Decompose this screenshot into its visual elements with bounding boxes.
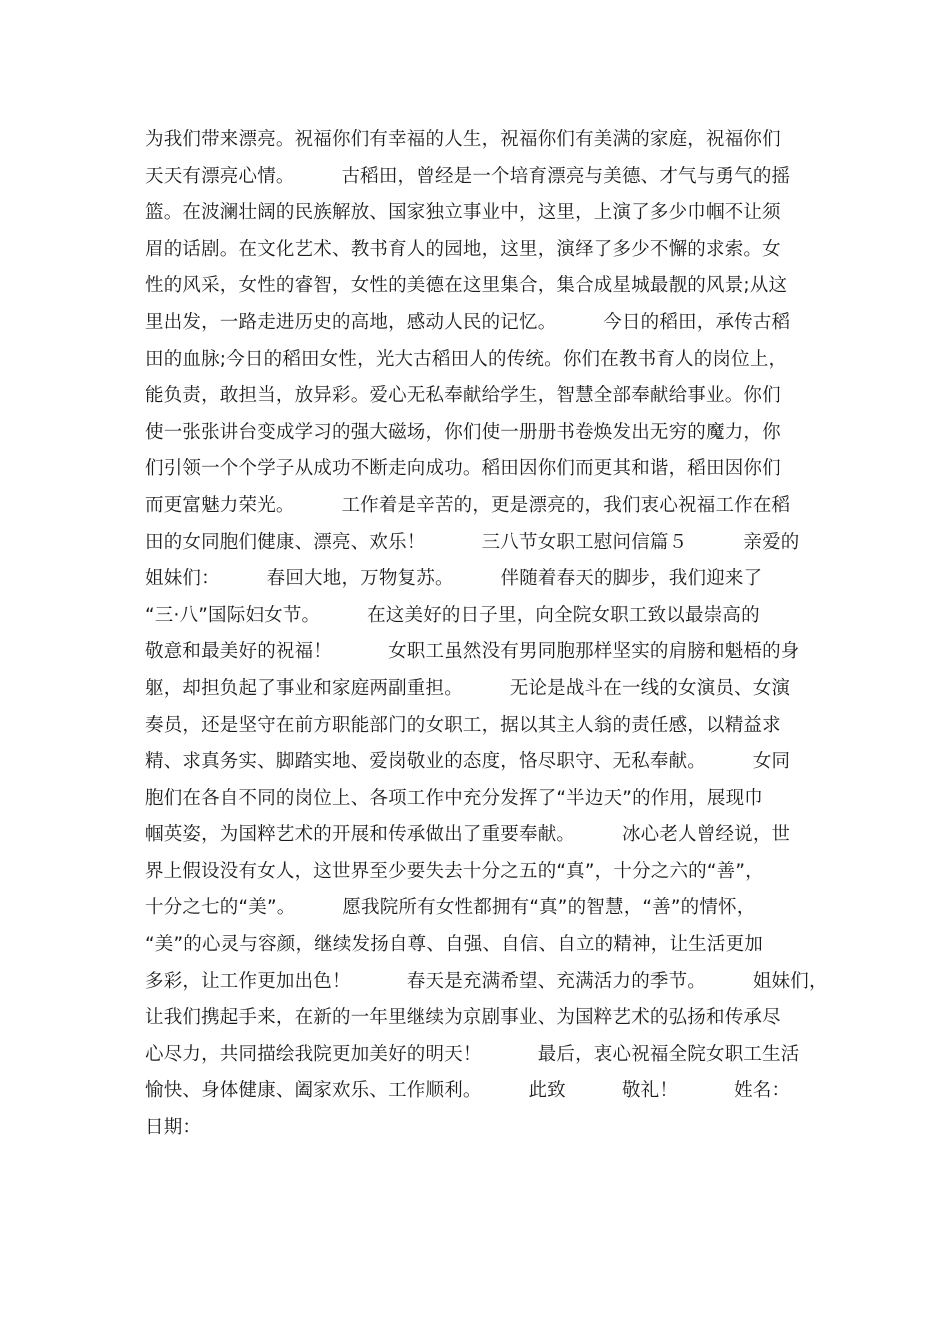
text-line: 田的血脉;今日的稻田女性，光大古稻田人的传统。你们在教书育人的岗位上， — [145, 348, 788, 370]
text-line: 多彩，让工作更加出色！ 春天是充满希望、充满活力的季节。 姐妹们， — [145, 970, 828, 992]
text-line: 让我们携起手来，在新的一年里继续为京剧事业、为国粹艺术的弘扬和传承尽 — [145, 1007, 781, 1029]
text-line: 里出发，一路走进历史的高地，感动人民的记忆。 今日的稻田，承传古稻 — [145, 311, 791, 333]
text-line: 敬意和最美好的祝福！ 女职工虽然没有男同胞那样坚实的肩膀和魁梧的身 — [145, 641, 800, 663]
text-line: 心尽力，共同描绘我院更加美好的明天！ 最后，衷心祝福全院女职工生活 — [145, 1043, 800, 1065]
text-line: 胞们在各自不同的岗位上、各项工作中充分发挥了“半边天”的作用，展现巾 — [145, 787, 763, 809]
text-line: 田的女同胞们健康、漂亮、欢乐！ 三八节女职工慰问信篇５ 亲爱的 — [145, 531, 800, 553]
text-line: 帼英姿，为国粹艺术的开展和传承做出了重要奉献。 冰心老人曾经说，世 — [145, 824, 791, 846]
text-line: 使一张张讲台变成学习的强大磁场，你们使一册册书卷焕发出无穷的魔力，你 — [145, 421, 781, 443]
text-line: 界上假设没有女人，这世界至少要失去十分之五的“真”，十分之六的“善”， — [145, 860, 764, 882]
text-line: 而更富魅力荣光。 工作着是辛苦的，更是漂亮的，我们衷心祝福工作在稻 — [145, 494, 791, 516]
text-line: 们引领一个个学子从成功不断走向成功。稻田因你们而更其和谐，稻田因你们 — [145, 458, 781, 480]
text-line: 日期： — [145, 1117, 202, 1139]
text-line: 精、求真务实、脚踏实地、爱岗敬业的态度，恪尽职守、无私奉献。 女同 — [145, 751, 791, 773]
text-line: “美”的心灵与容颜，继续发扬自尊、自强、自信、自立的精神，让生活更加 — [145, 934, 763, 956]
text-line: 奏员，还是坚守在前方职能部门的女职工，据以其主人翁的责任感，以精益求 — [145, 714, 781, 736]
text-line: 眉的话剧。在文化艺术、教书育人的园地，这里，演绎了多少不懈的求索。女 — [145, 238, 781, 260]
text-line: 篮。在波澜壮阔的民族解放、国家独立事业中，这里，上演了多少巾帼不让须 — [145, 202, 781, 224]
text-line: 天天有漂亮心情。 古稻田，曾经是一个培育漂亮与美德、才气与勇气的摇 — [145, 165, 791, 187]
text-line: 愉快、身体健康、阖家欢乐、工作顺利。 此致 敬礼！ 姓名： — [145, 1080, 791, 1102]
text-line: 姐妹们： 春回大地，万物复苏。 伴随着春天的脚步，我们迎来了 — [145, 568, 763, 590]
text-line: 十分之七的“美”。 愿我院所有女性都拥有“真”的智慧，“善”的情怀， — [145, 897, 756, 919]
text-line: “三·八”国际妇女节。 在这美好的日子里，向全院女职工致以最崇高的 — [145, 604, 760, 626]
text-line: 性的风采，女性的睿智，女性的美德在这里集合，集合成星城最靓的风景;从这 — [145, 275, 788, 297]
text-line: 为我们带来漂亮。祝福你们有幸福的人生，祝福你们有美满的家庭，祝福你们 — [145, 129, 781, 150]
text-line: 能负责，敢担当，放异彩。爱心无私奉献给学生，智慧全部奉献给事业。你们 — [145, 385, 781, 407]
letter-body — [145, 122, 828, 1147]
text-line: 躯，却担负起了事业和家庭两副重担。 无论是战斗在一线的女演员、女演 — [145, 677, 791, 699]
